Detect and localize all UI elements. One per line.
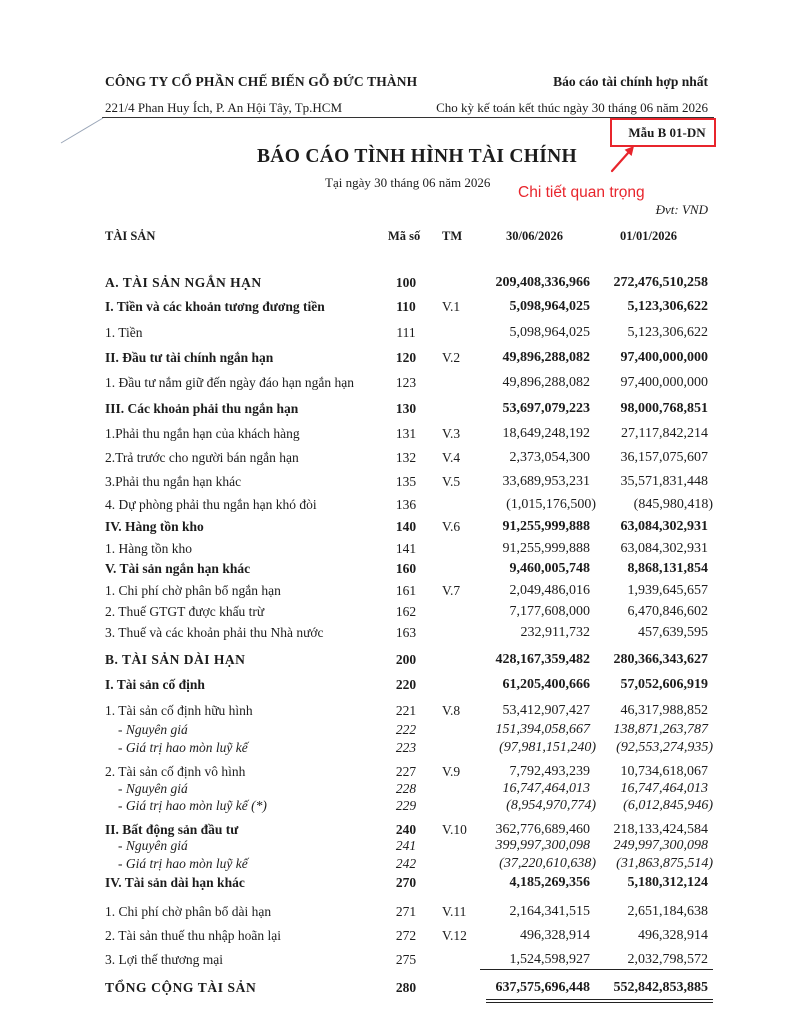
row-value-prior: 5,123,306,622 [627, 299, 708, 314]
row-value-current: 362,776,689,460 [495, 822, 590, 837]
table-row [0, 582, 792, 600]
row-label: B. TÀI SẢN DÀI HẠN [105, 652, 246, 667]
table-row [0, 739, 792, 757]
row-note: V.7 [442, 583, 461, 598]
row-value-current: 2,373,054,300 [509, 450, 590, 465]
row-value-current: 1,524,598,927 [509, 952, 590, 967]
row-value-prior: 35,571,831,448 [620, 474, 708, 489]
row-value-prior: 138,871,263,787 [613, 722, 708, 737]
row-label: II. Đầu tư tài chính ngắn hạn [105, 350, 274, 365]
row-label: IV. Tài sản dài hạn khác [105, 875, 245, 890]
table-row [0, 676, 792, 694]
table-row [0, 400, 792, 418]
row-value-current: 16,747,464,013 [502, 781, 590, 796]
pen-mark [55, 112, 115, 152]
row-code: 228 [395, 781, 417, 796]
row-label: 1. Chi phí chờ phân bổ ngắn hạn [105, 583, 281, 598]
row-code: 240 [395, 822, 417, 837]
row-label: 1. Hàng tồn kho [105, 541, 192, 556]
row-value-prior: 46,317,988,852 [620, 703, 708, 718]
report-type: Báo cáo tài chính hợp nhất [553, 74, 708, 89]
row-label: 1. Tài sản cố định hữu hình [105, 703, 253, 718]
row-label: 3.Phải thu ngắn hạn khác [105, 474, 242, 489]
company-address: 221/4 Phan Huy Ích, P. An Hội Tây, Tp.HCM [105, 100, 343, 115]
row-value-prior: 1,939,645,657 [627, 583, 708, 598]
row-value-prior: 57,052,606,919 [620, 677, 708, 692]
row-value-current: 2,164,341,515 [509, 904, 590, 919]
row-value-prior: 272,476,510,258 [613, 275, 708, 290]
row-code: 136 [395, 497, 417, 512]
row-label: 1. Đầu tư nắm giữ đến ngày đáo hạn ngắn hạn [105, 375, 354, 390]
row-label: III. Các khoản phải thu ngắn hạn [105, 401, 299, 416]
row-note: V.12 [442, 928, 467, 943]
row-code: 140 [395, 519, 417, 534]
row-note: V.10 [442, 822, 467, 837]
row-code: 163 [395, 625, 417, 640]
row-value-current: 637,575,696,448 [495, 980, 590, 995]
row-code: 200 [395, 652, 417, 667]
row-value-prior: 496,328,914 [638, 928, 708, 943]
row-code: 120 [395, 350, 417, 365]
table-row [0, 274, 792, 292]
row-code: 275 [395, 952, 417, 967]
table-row [0, 721, 792, 739]
row-value-prior: 218,133,424,584 [613, 822, 708, 837]
row-value-current: 5,098,964,025 [509, 299, 590, 314]
row-value-prior: 5,123,306,622 [627, 325, 708, 340]
row-code: 223 [395, 740, 417, 755]
row-code: 241 [395, 838, 417, 853]
company-name: CÔNG TY CỔ PHẦN CHẾ BIẾN GỖ ĐỨC THÀNH [105, 74, 418, 89]
row-value-prior: 36,157,075,607 [620, 450, 708, 465]
row-note: V.8 [442, 703, 461, 718]
form-code-box [610, 118, 716, 147]
row-code: 229 [395, 798, 417, 813]
row-label: - Nguyên giá [118, 781, 188, 796]
table-row [0, 540, 792, 558]
table-row [0, 951, 792, 969]
row-label: V. Tài sản ngắn hạn khác [105, 561, 251, 576]
row-value-current: 9,460,005,748 [509, 561, 590, 576]
row-label: I. Tiền và các khoản tương đương tiền [105, 299, 325, 314]
row-value-current: 496,328,914 [520, 928, 590, 943]
row-code: 131 [395, 426, 417, 441]
row-value-current: 53,697,079,223 [502, 401, 590, 416]
table-row [0, 651, 792, 669]
row-value-prior: (845,980,418) [633, 497, 713, 512]
table-row [0, 624, 792, 642]
row-label: - Giá trị hao mòn luỹ kế (*) [118, 798, 267, 813]
row-value-prior: 8,868,131,854 [627, 561, 708, 576]
row-label: 2. Tài sản cố định vô hình [105, 764, 246, 779]
row-value-current: 49,896,288,082 [502, 375, 590, 390]
total-double-rule [486, 999, 713, 1003]
table-row [0, 425, 792, 443]
row-value-prior: 10,734,618,067 [620, 764, 708, 779]
row-note: V.4 [442, 450, 461, 465]
row-value-current: 2,049,486,016 [509, 583, 590, 598]
row-code: 271 [395, 904, 417, 919]
row-note: V.1 [442, 299, 461, 314]
row-label: - Giá trị hao mòn luỹ kế [118, 740, 248, 755]
row-value-current: (37,220,610,638) [499, 856, 596, 871]
row-value-current: 232,911,732 [520, 625, 590, 640]
row-label: 1. Tiền [105, 325, 143, 340]
col-header-prior: 01/01/2026 [620, 229, 677, 243]
row-label: 3. Lợi thế thương mại [105, 952, 223, 967]
row-code: 280 [395, 980, 417, 995]
row-value-current: 53,412,907,427 [502, 703, 590, 718]
row-value-prior: 2,032,798,572 [627, 952, 708, 967]
row-value-prior: 97,400,000,000 [620, 375, 708, 390]
row-label: TỔNG CỘNG TÀI SẢN [105, 980, 257, 995]
row-value-prior: 6,470,846,602 [627, 604, 708, 619]
row-code: 111 [396, 325, 416, 340]
row-code: 242 [395, 856, 417, 871]
row-value-prior: 63,084,302,931 [620, 519, 708, 534]
row-value-prior: 280,366,343,627 [613, 652, 708, 667]
row-code: 110 [396, 299, 416, 314]
total-rule-top [480, 969, 713, 970]
table-row [0, 449, 792, 467]
table-row [0, 855, 792, 873]
row-value-current: 49,896,288,082 [502, 350, 590, 365]
table-row [0, 903, 792, 921]
table-row [0, 780, 792, 798]
row-code: 135 [395, 474, 417, 489]
form-code: Mẫu B 01-DN [628, 125, 706, 140]
table-row [0, 324, 792, 342]
row-value-current: 209,408,336,966 [495, 275, 590, 290]
annotation-arrow-icon [605, 144, 641, 176]
unit-label: Đvt: VND [655, 202, 708, 217]
row-code: 141 [395, 541, 417, 556]
row-label: IV. Hàng tồn kho [105, 519, 204, 534]
row-code: 161 [395, 583, 417, 598]
row-value-prior: 98,000,768,851 [620, 401, 708, 416]
row-note: V.3 [442, 426, 461, 441]
row-label: 1.Phải thu ngắn hạn của khách hàng [105, 426, 300, 441]
row-note: V.11 [442, 904, 467, 919]
row-value-prior: (31,863,875,514) [616, 856, 713, 871]
row-value-current: 4,185,269,356 [509, 875, 590, 890]
row-value-current: 151,394,058,667 [495, 722, 590, 737]
table-row [0, 374, 792, 392]
row-value-prior: 97,400,000,000 [620, 350, 708, 365]
row-label: 2. Tài sản thuế thu nhập hoãn lại [105, 928, 281, 943]
row-value-prior: 457,639,595 [638, 625, 708, 640]
table-row [0, 518, 792, 536]
row-code: 221 [395, 703, 417, 718]
row-value-current: 7,177,608,000 [509, 604, 590, 619]
row-value-prior: (6,012,845,946) [623, 798, 713, 813]
row-code: 227 [395, 764, 417, 779]
row-label: A. TÀI SẢN NGẮN HẠN [105, 275, 262, 290]
row-code: 160 [395, 561, 417, 576]
table-row [0, 298, 792, 316]
row-value-current: 399,997,300,098 [495, 838, 590, 853]
col-header-code: Mã số [388, 229, 421, 243]
table-row [0, 349, 792, 367]
table-row [0, 603, 792, 621]
row-value-current: (1,015,176,500) [506, 497, 596, 512]
row-label: II. Bất động sản đầu tư [105, 822, 239, 837]
row-note: V.6 [442, 519, 461, 534]
row-code: 272 [395, 928, 417, 943]
row-value-prior: 16,747,464,013 [620, 781, 708, 796]
row-note: V.5 [442, 474, 461, 489]
table-row [0, 496, 792, 514]
row-value-current: 33,689,953,231 [502, 474, 590, 489]
row-label: - Nguyên giá [118, 838, 188, 853]
row-label: 4. Dự phòng phải thu ngắn hạn khó đòi [105, 497, 317, 512]
table-row [0, 763, 792, 781]
row-note: V.9 [442, 764, 461, 779]
row-code: 132 [395, 450, 417, 465]
row-code: 100 [395, 275, 417, 290]
row-value-current: 91,255,999,888 [502, 541, 590, 556]
row-value-current: 91,255,999,888 [502, 519, 590, 534]
row-value-prior: 2,651,184,638 [627, 904, 708, 919]
row-label: 2. Thuế GTGT được khấu trừ [105, 604, 265, 619]
row-value-current: 7,792,493,239 [509, 764, 590, 779]
row-value-current: (8,954,970,774) [506, 798, 596, 813]
table-row [0, 874, 792, 892]
report-date: Tại ngày 30 tháng 06 năm 2026 [325, 175, 491, 190]
table-row [0, 702, 792, 720]
table-row [0, 927, 792, 945]
row-label: 1. Chi phí chờ phân bổ dài hạn [105, 904, 272, 919]
row-value-current: (97,981,151,240) [499, 740, 596, 755]
row-value-prior: (92,553,274,935) [616, 740, 713, 755]
row-label: 2.Trả trước cho người bán ngắn hạn [105, 450, 299, 465]
table-row [0, 473, 792, 491]
table-row [0, 797, 792, 815]
row-code: 220 [395, 677, 417, 692]
row-value-prior: 552,842,853,885 [613, 980, 708, 995]
row-label: - Giá trị hao mòn luỹ kế [118, 856, 248, 871]
col-header-item: TÀI SẢN [105, 229, 156, 243]
table-row [0, 837, 792, 855]
row-value-prior: 27,117,842,214 [621, 426, 708, 441]
report-title: BÁO CÁO TÌNH HÌNH TÀI CHÍNH [257, 146, 577, 167]
report-period: Cho kỳ kế toán kết thúc ngày 30 tháng 06 năm 2026 [436, 100, 708, 115]
row-code: 222 [395, 722, 417, 737]
col-header-note: TM [442, 229, 463, 243]
row-code: 270 [395, 875, 417, 890]
row-label: 3. Thuế và các khoản phải thu Nhà nước [105, 625, 324, 640]
row-value-prior: 249,997,300,098 [613, 838, 708, 853]
row-value-current: 5,098,964,025 [509, 325, 590, 340]
row-value-current: 18,649,248,192 [502, 426, 590, 441]
annotation-text: Chi tiết quan trọng [518, 184, 645, 201]
row-label: I. Tài sản cố định [105, 677, 205, 692]
row-code: 123 [395, 375, 417, 390]
row-code: 162 [395, 604, 417, 619]
row-note: V.2 [442, 350, 461, 365]
row-value-current: 61,205,400,666 [502, 677, 590, 692]
col-header-current: 30/06/2026 [506, 229, 563, 243]
row-code: 130 [395, 401, 417, 416]
row-label: - Nguyên giá [118, 722, 188, 737]
row-value-prior: 5,180,312,124 [627, 875, 708, 890]
row-value-current: 428,167,359,482 [495, 652, 590, 667]
table-row [0, 560, 792, 578]
total-row [0, 979, 792, 997]
row-value-prior: 63,084,302,931 [620, 541, 708, 556]
